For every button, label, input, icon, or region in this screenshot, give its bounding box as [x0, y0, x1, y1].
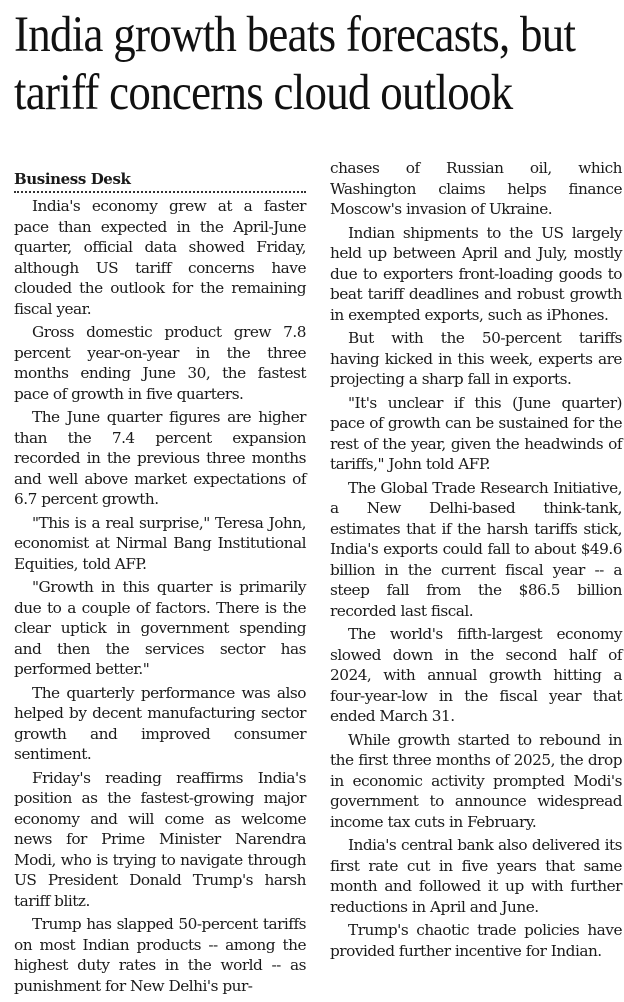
paragraph: India's central bank also delivered its first rate cut in five years that same month and followed it up with further reductions in April and June. — [330, 836, 622, 916]
headline-line-2: tariff concerns cloud outlook — [14, 65, 513, 121]
paragraph: The June quarter figures are higher than the 7.4 percent expansion recorded in the previous three months and well above market expectations of 6.7 percent growth. — [14, 408, 306, 508]
paragraph: But with the 50-percent tariffs having kicked in this week, experts are projecting a sharp fall in exports. — [330, 329, 622, 388]
paragraph: The Global Trade Research Initiative, a New Delhi-based think-tank, estimates that if the harsh tariffs stick, India's exports could fall to about $49.6 billion in the current fiscal year -- a steep fall from the $86.5 billion recorded last fiscal. — [330, 478, 622, 620]
paragraph: Friday's reading reaffirms India's position as the fastest-growing major economy and will come as welcome news for Prime Minister Narendra Modi, who is trying to navigate through US President Donald Trump's harsh tariff blitz. — [14, 768, 306, 910]
paragraph-continuation: chases of Russian oil, which Washington claims helps finance Moscow's invasion of Ukraine. — [330, 159, 622, 218]
paragraph: "It's unclear if this (June quarter) pace of growth can be sustained for the rest of the year, given the headwinds of tariffs," John told AFP. — [330, 393, 622, 473]
paragraph: While growth started to rebound in the first three months of 2025, the drop in economic activity prompted Modi's government to announce widespread income tax cuts in February. — [330, 730, 622, 831]
headline — [14, 6, 576, 122]
byline: Business Desk — [14, 170, 306, 193]
column-left — [14, 170, 306, 999]
paragraph: India's economy grew at a faster pace than expected in the April-June quarter, official data showed Friday, although US tariff concerns have clouded the outlook for the remaining fiscal year. — [14, 197, 306, 318]
column-right — [330, 158, 622, 964]
paragraph: The world's fifth-largest economy slowed down in the second half of 2024, with annual growth hitting a four-year-low in the fiscal year that ended March 31. — [330, 625, 622, 725]
paragraph: Trump has slapped 50-percent tariffs on most Indian products -- among the highest duty rates in the world -- as punishment for New Delhi's pur- — [14, 915, 306, 995]
paragraph: The quarterly performance was also helped by decent manufacturing sector growth and improved consumer sentiment. — [14, 683, 306, 763]
headline-line-1: India growth beats forecasts, but — [14, 7, 576, 63]
paragraph: "Growth in this quarter is primarily due to a couple of factors. There is the clear uptick in government spending and then the services sector has performed better." — [14, 578, 306, 678]
paragraph: Gross domestic product grew 7.8 percent year-on-year in the three months ending June 30, the fastest pace of growth in five quarters. — [14, 323, 306, 403]
paragraph: Trump's chaotic trade policies have provided further incentive for Indian. — [330, 921, 622, 960]
paragraph: Indian shipments to the US largely held up between April and July, mostly due to exporters front-loading goods to beat tariff deadlines and robust growth in exempted exports, such as iPhones. — [330, 223, 622, 324]
paragraph: "This is a real surprise," Teresa John, economist at Nirmal Bang Institutional Equities, told AFP. — [14, 513, 306, 573]
